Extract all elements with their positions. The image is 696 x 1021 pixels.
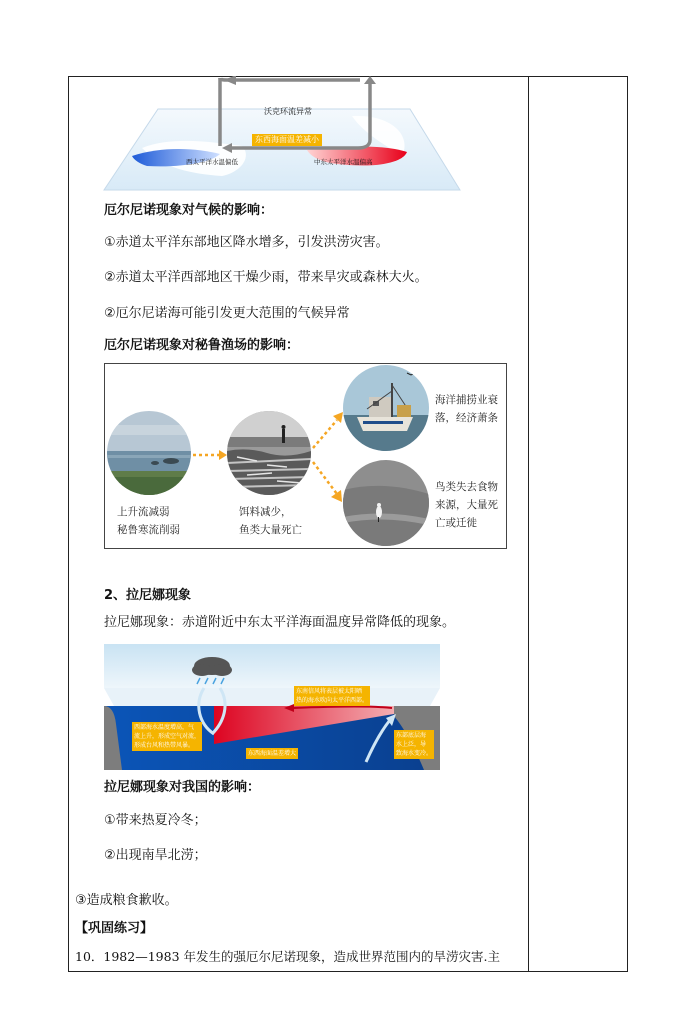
climate-impact-item-2: ②赤道太平洋西部地区干燥少雨，带来旱灾或森林大火。 <box>104 270 428 285</box>
walker-circulation-map <box>102 76 464 194</box>
la-nina-definition: 拉尼娜现象：赤道附近中东太平洋海面温度异常降低的现象。 <box>104 615 456 630</box>
china-impact-item-2: ②出现南旱北涝； <box>104 848 207 863</box>
east-pacific-label: 中东太平洋水温偏高 <box>314 158 373 166</box>
la-nina-title: 2、拉尼娜现象 <box>104 588 192 603</box>
bird-caption-line3: 亡或迁徙 <box>435 517 477 529</box>
west-warming-tag-line2: 流上升，形成空气对流， <box>134 733 201 740</box>
west-warming-tag-line3: 形成台风和热带风暴。 <box>134 742 195 749</box>
climate-impact-heading: 厄尔尼诺现象对气候的影响： <box>104 203 274 218</box>
china-impact-item-1: ①带来热夏冷冬； <box>104 813 207 828</box>
fish-death-caption-line1: 饵料减少， <box>239 506 292 518</box>
fishing-decline-caption-line1: 海洋捕捞业衰 <box>435 394 498 406</box>
la-nina-cross-section <box>104 644 440 770</box>
fishery-impact-heading: 厄尔尼诺现象对秘鲁渔场的影响： <box>104 338 300 353</box>
china-impact-heading: 拉尼娜现象对我国的影响： <box>104 780 261 795</box>
trade-wind-tag-line1: 东南信风将表层被太阳晒 <box>296 688 363 695</box>
china-impact-item-3: ③造成粮食歉收。 <box>75 893 178 908</box>
temperature-difference-increase-tag: 东西海面温差增大 <box>248 750 297 757</box>
table-column-divider <box>528 76 529 972</box>
west-warming-tag-line1: 西部海水温度增高，气 <box>134 724 195 731</box>
west-pacific-label: 西太平洋水温偏低 <box>186 158 238 166</box>
bird-caption-line2: 来源，大量死 <box>435 499 498 511</box>
west-warming-tag <box>132 722 202 751</box>
east-upwelling-tag <box>394 730 434 759</box>
fishing-decline-caption-line2: 落，经济萧条 <box>435 412 498 424</box>
trade-wind-tag <box>294 686 370 706</box>
bird-caption-line1: 鸟类失去食物 <box>435 481 498 493</box>
upwelling-caption-line2: 秘鲁寒流削弱 <box>117 524 180 536</box>
east-upwelling-tag-line1: 东部底层海 <box>396 732 427 739</box>
practice-heading: 【巩固练习】 <box>75 921 154 936</box>
east-upwelling-tag-line3: 致海水变冷。 <box>396 750 433 757</box>
fish-death-caption-line2: 鱼类大量死亡 <box>239 524 302 536</box>
trade-wind-tag-line2: 热的海水吹向太平洋西部。 <box>296 697 369 704</box>
peru-fishery-diagram <box>104 363 507 549</box>
climate-impact-item-1: ①赤道太平洋东部地区降水增多，引发洪涝灾害。 <box>104 235 389 250</box>
practice-question-10: 10．1982—1983 年发生的强厄尔尼诺现象，造成世界范围内的旱涝灾害.主 <box>75 949 500 964</box>
temperature-difference-tag: 东西海面温差减小 <box>252 134 322 146</box>
climate-impact-item-3: ②厄尔尼诺海可能引发更大范围的气候异常 <box>104 306 350 321</box>
walker-circulation-label: 沃克环流异常 <box>264 107 312 116</box>
east-upwelling-tag-line2: 水上泛，导 <box>396 741 427 748</box>
upwelling-caption-line1: 上升流减弱 <box>117 506 170 518</box>
